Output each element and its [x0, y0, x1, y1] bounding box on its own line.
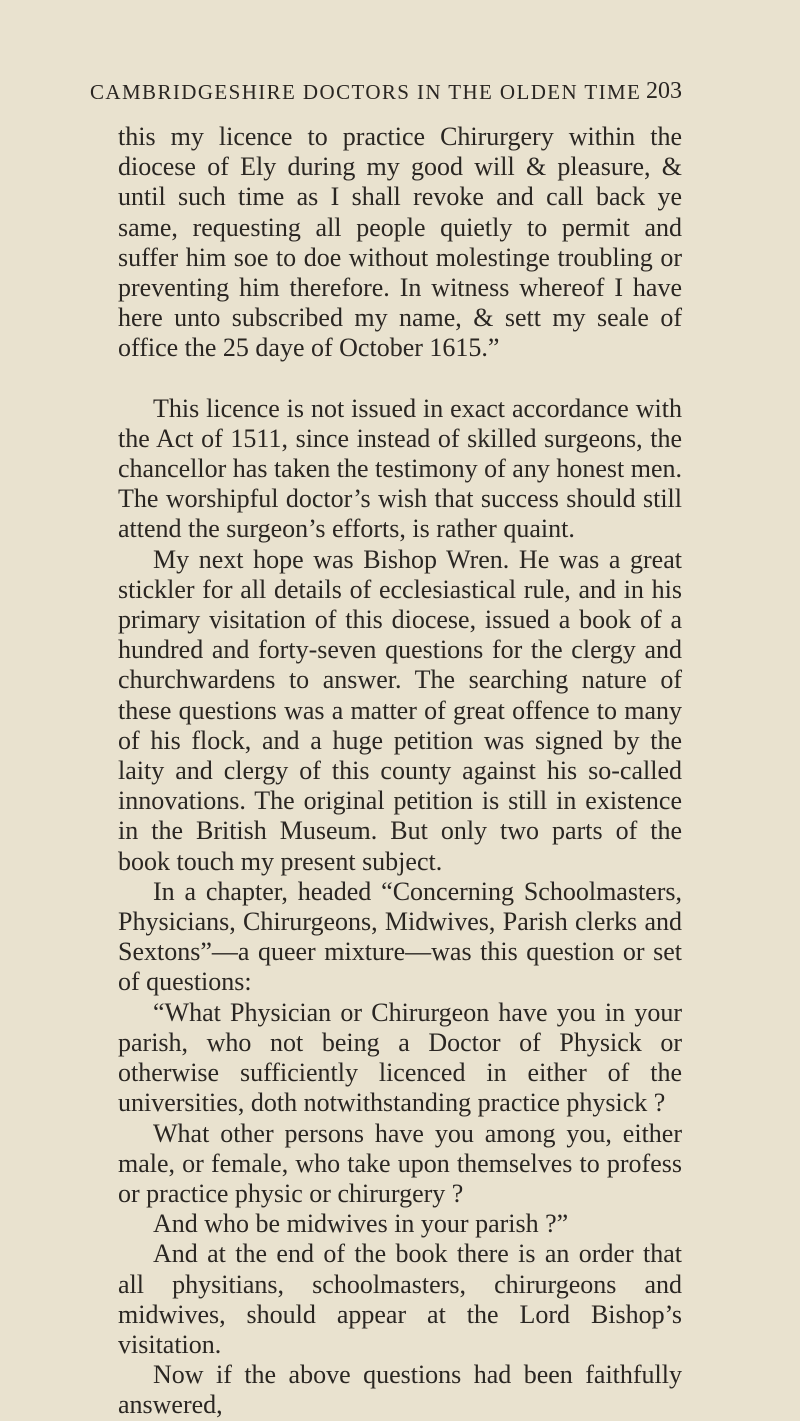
- paragraph-order-visitation: And at the end of the book there is an order that all physitians, schoolmasters, chirurgeons and midwives, should appear at the Lord Bishop’s visitation.: [118, 1239, 682, 1359]
- paragraph-question-midwives: And who be midwives in your parish ?”: [153, 1209, 569, 1239]
- running-title: CAMBRIDGESHIRE DOCTORS IN THE OLDEN TIME: [90, 80, 642, 104]
- paragraph-licence-commentary: This licence is not issued in exact accordance with the Act of 1511, since instead of skilled surgeons, the chancellor has taken the testimony of any honest men. The worshipful doctor’s wish that success should still attend the surgeon’s efforts, is rather quaint.: [118, 393, 682, 544]
- paragraph-chapter-heading: In a chapter, headed “Concerning Schoolmasters, Physicians, Chirurgeons, Midwives, Parish clerks and Sextons”—a queer mixture—was this question or set of questions:: [118, 876, 682, 997]
- page-number: 203: [646, 78, 682, 104]
- running-head: [90, 72, 682, 106]
- paragraph-bishop-wren: My next hope was Bishop Wren. He was a great stickler for all details of ecclesiastical rule, and in his primary visitation of this diocese, issued a book of a hundred and forty-seven questions for the clergy and churchwardens to answer. The searching nature of these questions was a matter of great offence to many of his flock, and a huge petition was signed by the laity and clergy of this county against his so-called innovations. The original petition is still in existence in the British Museum. But only two parts of the book touch my present subject.: [118, 544, 682, 876]
- paragraph-question-other-persons: What other persons have you among you, either male, or female, who take upon themselves to profess or practice physic or chirurgery ?: [118, 1118, 682, 1208]
- paragraph-licence-quote-end: this my licence to practice Chirurgery within the diocese of Ely during my good will & pleasure, & until such time as I shall revoke and call back ye same, requesting all people quietly to permit and suffer him soe to doe without molestinge troubling or preventing him therefore. In witness whereof I have here unto subscribed my name, & sett my seale of office the 25 daye of October 1615.”: [118, 122, 682, 363]
- paragraph-question-physician: “What Physician or Chirurgeon have you in your parish, who not being a Doctor of Physick or otherwise sufficiently licenced in either of the universities, doth notwithstanding practice physick ?: [118, 997, 682, 1118]
- paragraph-closing: Now if the above questions had been faithfully answered,: [118, 1360, 682, 1420]
- body-text: [118, 122, 682, 1421]
